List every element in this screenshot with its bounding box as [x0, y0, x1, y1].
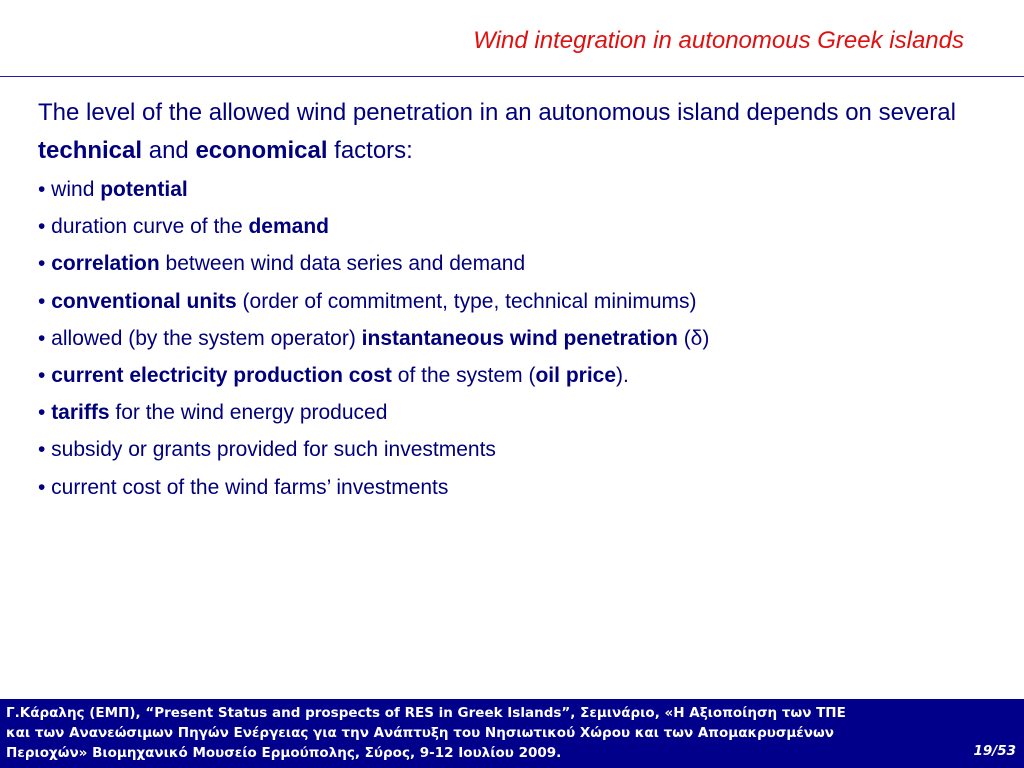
footer-line-1: Γ.Κάραλης (ΕΜΠ), “Present Status and prospects of RES in Greek Islands”, Σεμινάριο, «Η Αξιοποίηση των ΤΠΕ	[6, 705, 846, 721]
bullet-text-after: (order of commitment, type, technical minimums)	[236, 289, 697, 313]
footer-bar	[0, 699, 1024, 768]
bullet-text: •	[38, 252, 52, 276]
bullet-text-after: for the wind energy produced	[109, 401, 388, 425]
bullet-item	[38, 208, 1008, 245]
page-number: 19/53	[973, 743, 1016, 759]
intro-bold-economical: economical	[195, 137, 328, 164]
footer-line-3: Περιοχών» Βιομηχανικό Μουσείο Ερμούπολης, Σύρος, 9-12 Ιουλίου 2009.	[6, 745, 562, 761]
bullet-item	[38, 283, 1008, 320]
bullet-text-end: ).	[616, 364, 629, 388]
bullet-item	[38, 431, 1008, 468]
factor-bullet-list	[38, 171, 1008, 506]
bullet-bold: potential	[100, 178, 188, 201]
bullet-text-after: (δ)	[677, 326, 710, 350]
bullet-item	[38, 245, 1008, 282]
bullet-text: • duration curve of the	[38, 215, 249, 239]
bullet-bold: tariffs	[51, 401, 110, 425]
bullet-text: • current cost of the wind farms’ investments	[38, 475, 449, 499]
bullet-text: • wind	[38, 178, 101, 201]
bullet-item	[38, 469, 1008, 506]
bullet-item	[38, 394, 1008, 431]
bullet-item	[38, 171, 1008, 208]
bullet-bold: demand	[248, 215, 329, 239]
footer-line-2: και των Ανανεώσιμων Πηγών Ενέργειας για την Ανάπτυξη του Νησιωτικού Χώρου και των Απομακρυσμένων	[6, 725, 834, 741]
bullet-text-after: of the system (	[391, 364, 536, 388]
bullet-text: •	[38, 289, 52, 313]
footer-citation	[6, 703, 846, 763]
bullet-item	[38, 357, 1008, 394]
intro-text-3: factors:	[327, 137, 413, 164]
slide-title: Wind integration in autonomous Greek islands	[473, 27, 964, 54]
bullet-text-after: between wind data series and demand	[159, 252, 526, 276]
title-divider	[0, 76, 1024, 77]
bullet-bold: conventional units	[51, 289, 237, 313]
bullet-bold: current electricity production cost	[51, 364, 392, 388]
bullet-bold-2: oil price	[535, 364, 617, 388]
intro-bold-technical: technical	[38, 137, 143, 164]
bullet-text: • allowed (by the system operator)	[38, 326, 362, 350]
slide-content	[38, 94, 1008, 506]
intro-paragraph	[38, 94, 1008, 170]
bullet-text: •	[38, 364, 52, 388]
bullet-text: •	[38, 401, 52, 425]
intro-text-2: and	[142, 137, 196, 164]
bullet-text: • subsidy or grants provided for such investments	[38, 438, 496, 462]
bullet-bold: correlation	[51, 252, 160, 276]
intro-text-1: The level of the allowed wind penetration in an autonomous island depends on several	[38, 99, 956, 126]
bullet-bold: instantaneous wind penetration	[361, 326, 678, 350]
bullet-item	[38, 320, 1008, 357]
